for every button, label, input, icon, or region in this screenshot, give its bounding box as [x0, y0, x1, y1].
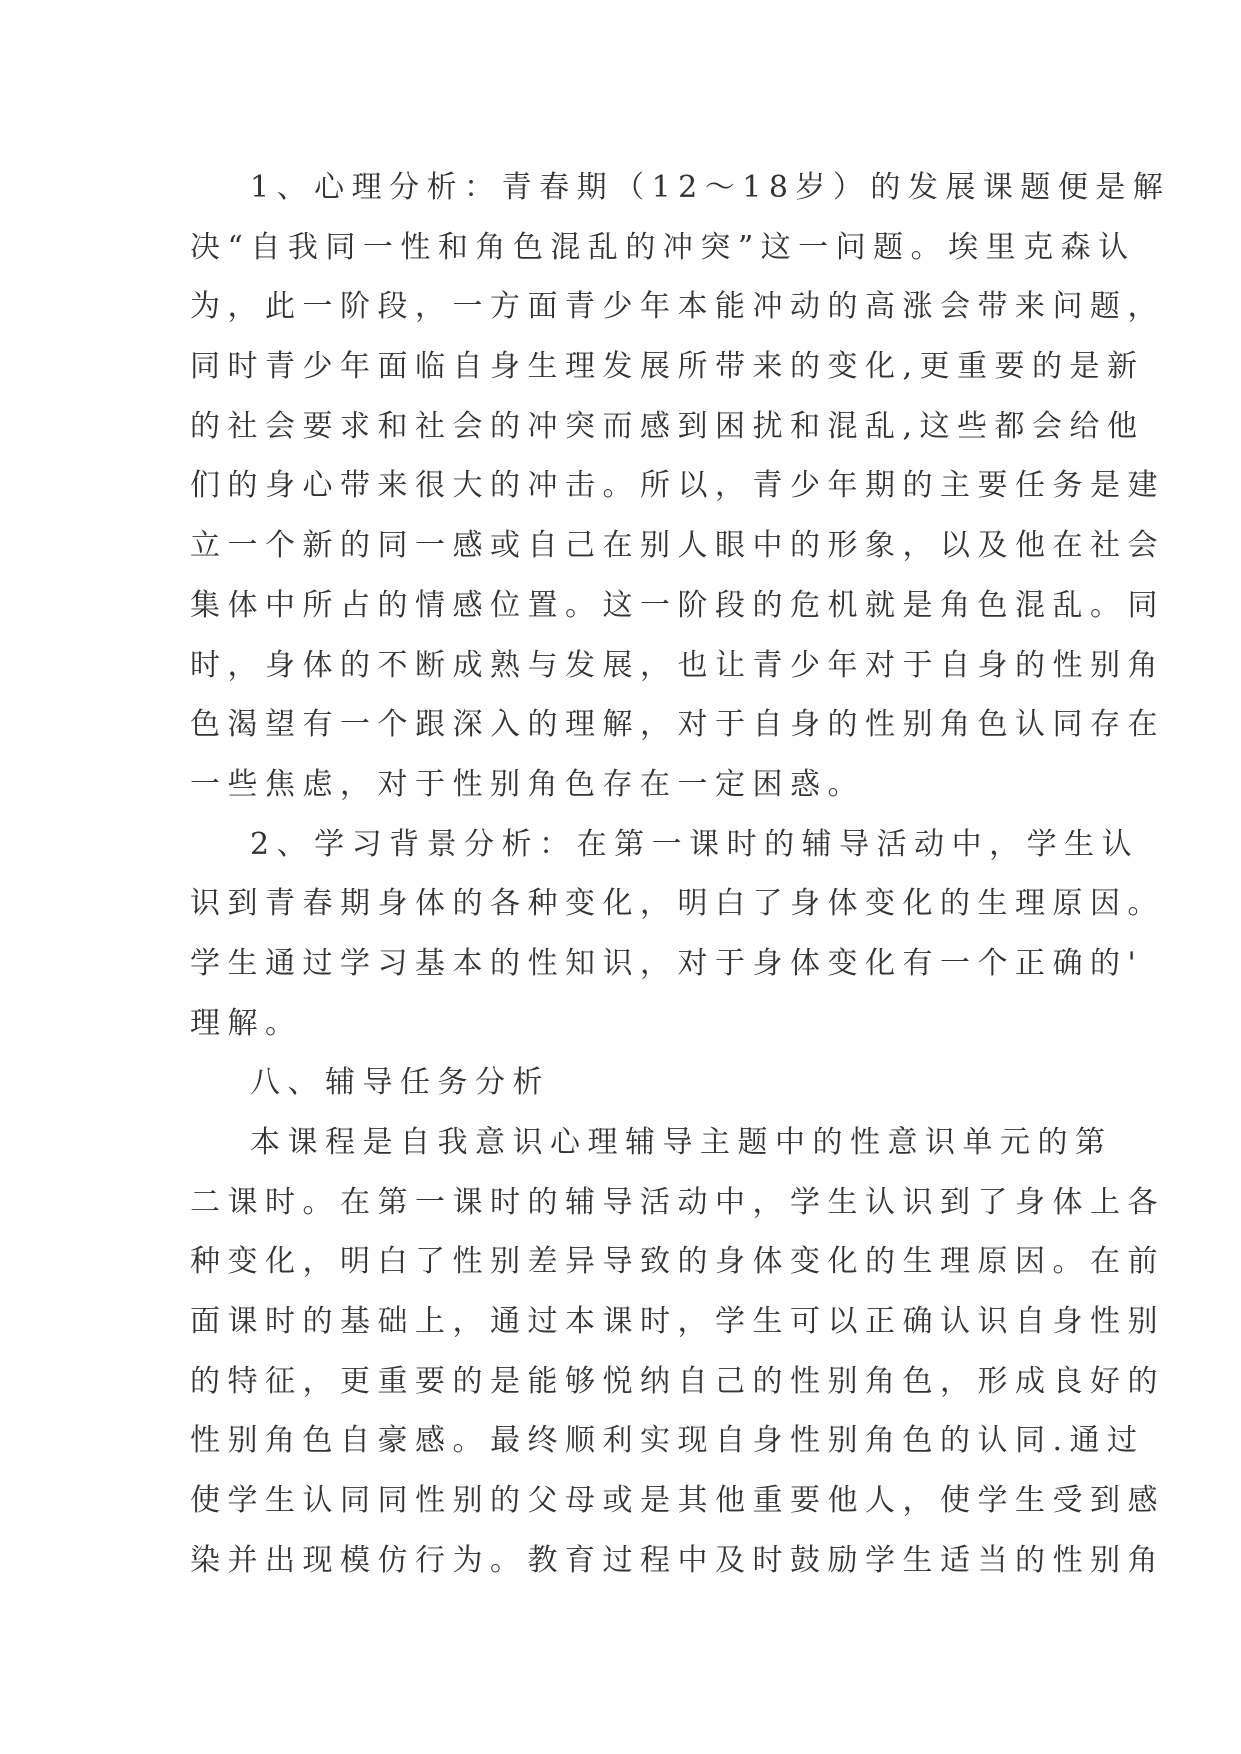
text-line: 集体中所占的情感位置。这一阶段的危机就是角色混乱。同 — [190, 587, 1165, 623]
text-line: 1、心理分析：青春期（12～18岁）的发展课题便是解 — [250, 170, 1171, 205]
text-line: 决“自我同一性和角色混乱的冲突”这一问题。埃里克森认 — [190, 229, 1136, 265]
text-line: 面课时的基础上，通过本课时，学生可以正确认识自身性别 — [190, 1304, 1165, 1340]
text-line: 使学生认同同性别的父母或是其他重要他人，使学生受到感 — [190, 1483, 1165, 1519]
text-line: 学生通过学习基本的性知识，对于身体变化有一个正确的' — [190, 945, 1144, 981]
text-line: 们的身心带来很大的冲击。所以，青少年期的主要任务是建 — [190, 468, 1165, 504]
text-line: 染并出现模仿行为。教育过程中及时鼓励学生适当的性别角 — [190, 1542, 1165, 1578]
section-heading: 八、辅导任务分析 — [250, 1065, 550, 1101]
text-line: 同时青少年面临自身生理发展所带来的变化,更重要的是新 — [190, 349, 1145, 385]
text-line: 的特征，更重要的是能够悦纳自己的性别角色，形成良好的 — [190, 1363, 1165, 1399]
text-line: 二课时。在第一课时的辅导活动中，学生认识到了身体上各 — [190, 1184, 1165, 1220]
text-line: 时，身体的不断成熟与发展，也让青少年对于自身的性别角 — [190, 647, 1165, 683]
text-line: 性别角色自豪感。最终顺利实现自身性别角色的认同.通过 — [190, 1423, 1145, 1459]
text-line: 为，此一阶段，一方面青少年本能冲动的高涨会带来问题， — [190, 289, 1165, 325]
text-line: 种变化，明白了性别差异导致的身体变化的生理原因。在前 — [190, 1244, 1165, 1280]
text-line: 识到青春期身体的各种变化，明白了身体变化的生理原因。 — [190, 886, 1165, 922]
text-line: 本课程是自我意识心理辅导主题中的性意识单元的第 — [250, 1125, 1113, 1160]
text-line: 理解。 — [190, 1005, 303, 1041]
text-line: 立一个新的同一感或自己在别人眼中的形象，以及他在社会 — [190, 528, 1165, 564]
body-text — [190, 158, 1171, 1591]
text-line: 的社会要求和社会的冲突而感到困扰和混乱,这些都会给他 — [190, 408, 1145, 444]
text-line: 2、学习背景分析：在第一课时的辅导活动中，学生认 — [250, 826, 1140, 862]
text-line: 一些焦虑，对于性别角色存在一定困惑。 — [190, 766, 865, 802]
text-line: 色渴望有一个跟深入的理解，对于自身的性别角色认同存在 — [190, 707, 1165, 743]
